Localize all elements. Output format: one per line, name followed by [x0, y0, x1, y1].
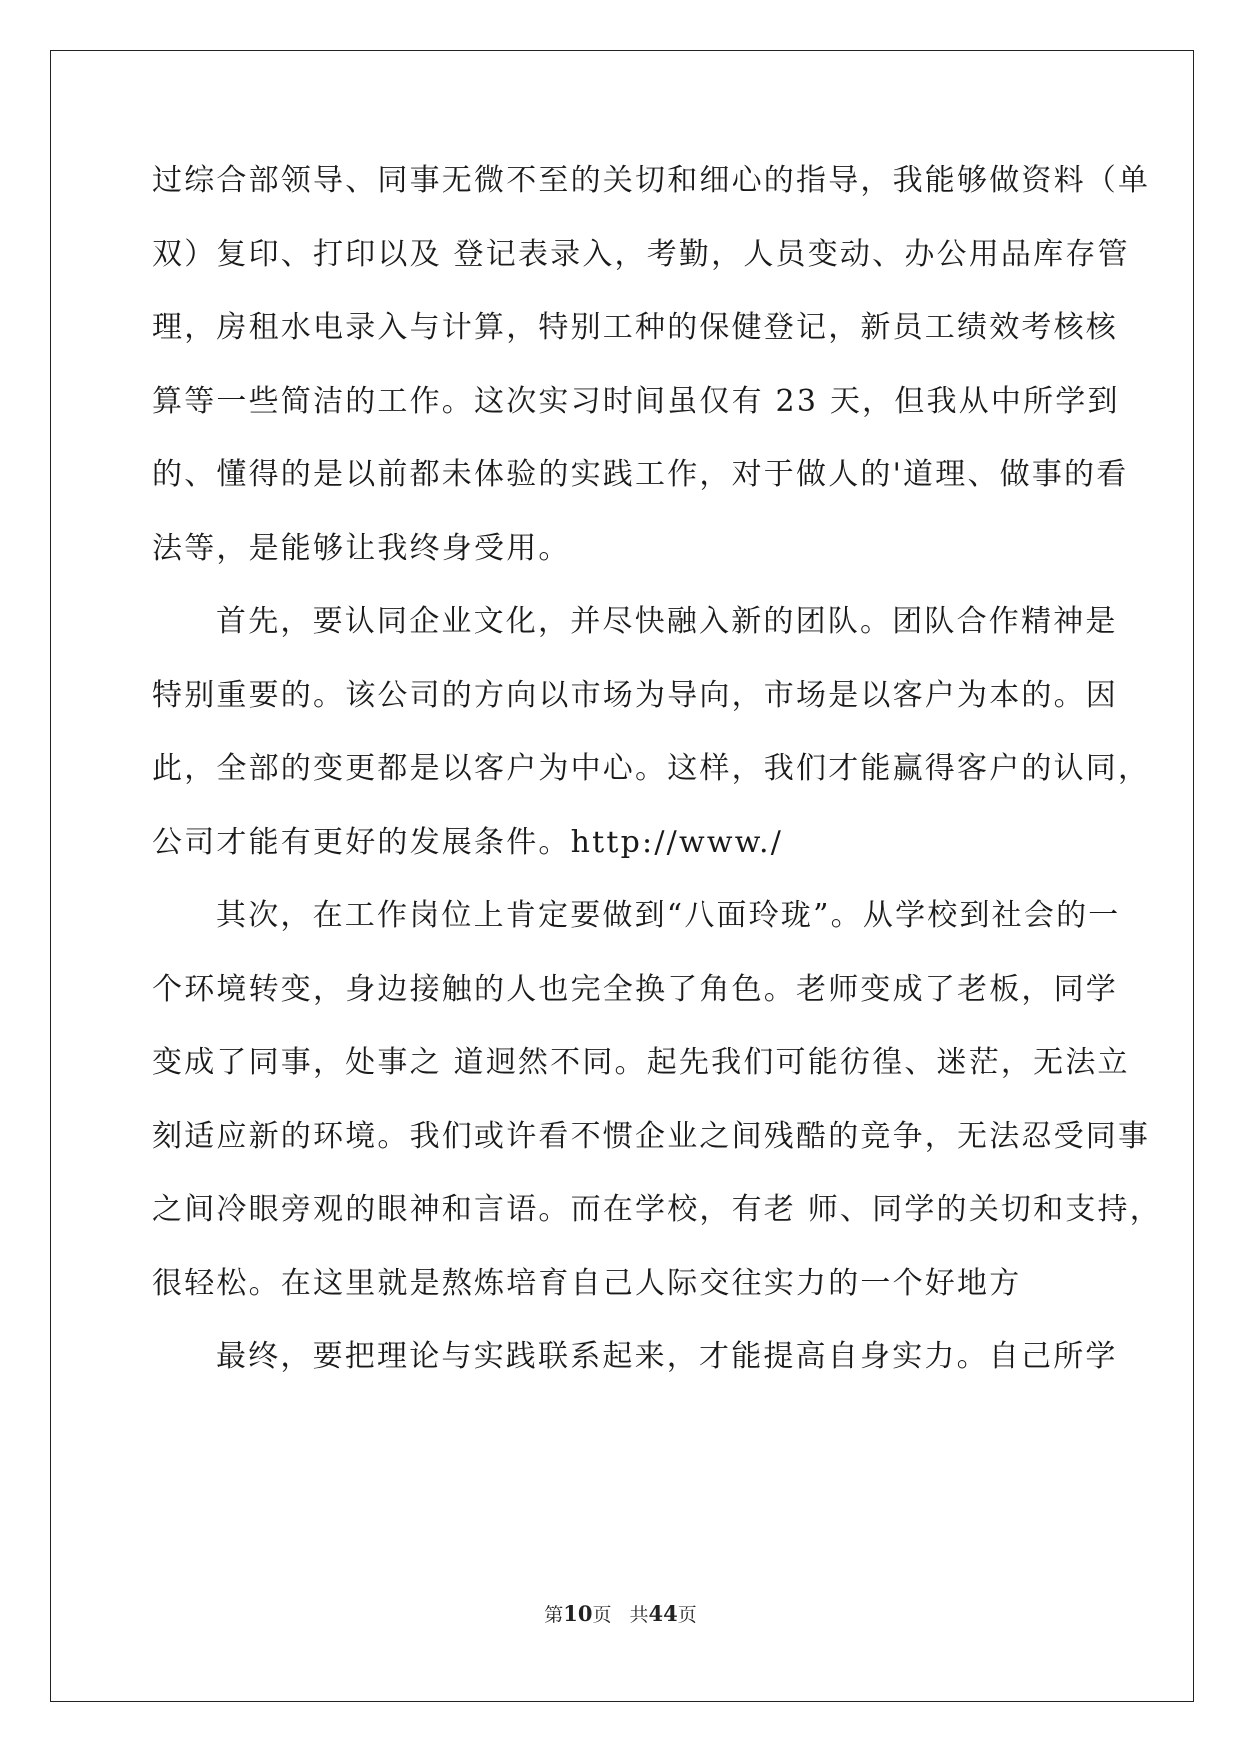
- document-body: [152, 160, 1162, 1410]
- text-line: 法等，是能够让我终身受用。: [152, 530, 571, 566]
- text-line: 算等一些简洁的工作。这次实习时间虽仅有 23 天，但我从中所学到: [152, 383, 1120, 419]
- text-line: 的、懂得的是以前都未体验的实践工作，对于做人的'道理、做事的看: [152, 457, 1129, 492]
- text-line: 特别重要的。该公司的方向以市场为导向，市场是以客户为本的。因: [152, 677, 1118, 713]
- page-number-total: 44: [648, 1601, 678, 1626]
- total-prefix: 共: [629, 1604, 649, 1626]
- text-line: 个环境转变，身边接触的人也完全换了角色。老师变成了老板，同学: [152, 971, 1118, 1007]
- text-line: 理，房租水电录入与计算，特别工种的保健登记，新员工绩效考核核: [152, 310, 1118, 345]
- page-number-current: 10: [563, 1601, 593, 1626]
- paragraph-first-line: 首先，要认同企业文化，并尽快融入新的团队。团队合作精神是: [216, 604, 1118, 639]
- page-prefix: 第: [544, 1604, 564, 1626]
- paragraph-first-line: 其次，在工作岗位上肯定要做到“八面玲珑”。从学校到社会的一: [216, 898, 1121, 933]
- page-footer: [0, 1600, 1241, 1627]
- text-line: 刻适应新的环境。我们或许看不惯企业之间残酷的竞争，无法忍受同事: [152, 1118, 1151, 1154]
- text-line: 公司才能有更好的发展条件。http://www./: [152, 824, 784, 860]
- text-line: 过综合部领导、同事无微不至的关切和细心的指导，我能够做资料（单: [152, 163, 1151, 198]
- text-line: 双）复印、打印以及 登记表录入，考勤，人员变动、办公用品库存管: [152, 236, 1130, 272]
- page-suffix: 页: [592, 1604, 612, 1626]
- text-line: 很轻松。在这里就是熬炼培育自己人际交往实力的一个好地方: [152, 1265, 1022, 1301]
- total-suffix: 页: [677, 1604, 697, 1626]
- text-line: 此，全部的变更都是以客户为中心。这样，我们才能赢得客户的认同，: [152, 751, 1151, 786]
- text-line: 之间冷眼旁观的眼神和言语。而在学校，有老 师、同学的关切和支持，: [152, 1192, 1162, 1227]
- text-line: 变成了同事，处事之 道迥然不同。起先我们可能彷徨、迷茫，无法立: [152, 1045, 1130, 1080]
- paragraph-first-line: 最终，要把理论与实践联系起来，才能提高自身实力。自己所学: [216, 1339, 1118, 1374]
